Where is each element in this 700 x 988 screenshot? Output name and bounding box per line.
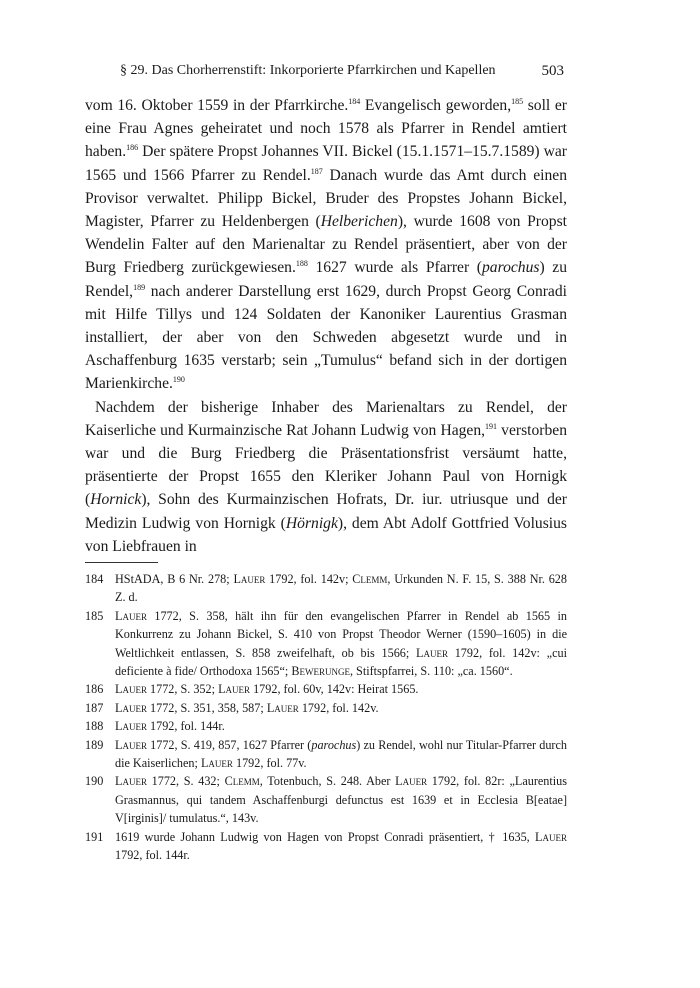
author-name: Lauer [200,756,233,771]
footnote [85,680,567,698]
footnote-text: Lauer 1772, S. 358, hält ihn für den evangelischen Pfarrer in Rendel ab 1565 in Konkurrenz zu Johann Bickel, S. 410 von Propst Theodor Werner (1590–1605) in die Weltlichkeit entlassen, S. 858 zweifelhaft, ob bis 1566; Lauer 1792, fol. 142v: „cui deficiente à fide/ Orthodoxa 1565“; Bewerunge, Stiftspfarrei, S. 110: „ca. 1560“. [115,608,567,679]
footnotes-list [85,570,567,865]
author-name: Bewerunge [291,664,350,679]
footnote-ref: 188 [295,259,308,269]
author-name: Clemm [224,774,260,789]
footnote-text: Lauer 1772, S. 419, 857, 1627 Pfarrer (parochus) zu Rendel, wohl nur Titular-Pfarrer durch die Kaiserlichen; Lauer 1792, fol. 77v. [115,737,567,771]
footnote-divider [85,562,158,563]
author-name: Lauer [266,700,299,715]
footnote-number: 189 [85,737,104,752]
footnote-number: 184 [85,572,104,586]
footnote-text: Lauer 1792, fol. 144r. [115,719,225,734]
author-name: Lauer [115,737,147,752]
italic-term: Hörnigk [285,514,338,532]
footnote [85,570,567,607]
italic-term: Helberichen [320,213,398,231]
footnote [85,717,567,735]
footnote-ref: 187 [310,166,323,176]
author-name: Lauer [218,682,251,697]
footnote [85,828,567,865]
paragraph: Nachdem der bisherige Inhaber des Marienaltars zu Rendel, der Kaiserliche und Kurmainzische Rat Johann Ludwig von Hagen,$^{191}$ verstorben war und die Burg Friedberg die Präsentationsfrist versäumt hatte, präsentierte der Propst 1655 den Kleriker Johann Paul von Hornigk (Hornick), Sohn des Kurmainzischen Hofrats, Dr. iur. utriusque und der Medizin Ludwig von Hornigk (Hörnigk), dem Abt Adolf Gottfried Volusius von Liebfrauen in [85,398,567,555]
footnote-number: 190 [85,774,104,789]
footnote-number: 186 [85,682,104,697]
footnote-number: 191 [85,829,104,844]
footnote-ref: 191 [485,421,498,431]
footnote [85,699,567,717]
author-name: Lauer [115,608,147,623]
footnote-text: Lauer 1772, S. 432; Clemm, Totenbuch, S. 248. Aber Lauer 1792, fol. 82r: „Laurentius Grasmannus, qui tandem Aschaffenburgi defunctus est 1639 et in Ecclesia B[eatae] V[irginis]/ tumulatus.“, 143v. [115,774,568,826]
footnote-text: HStADA, B 6 Nr. 278; Lauer 1792, fol. 142v; Clemm, Urkunden N. F. 15, S. 388 Nr. 628 Z. d. [115,572,567,605]
body-text [85,94,567,558]
footnote [85,736,567,773]
footnote-number: 188 [85,719,104,734]
footnote-ref: 186 [126,143,139,153]
footnote [85,772,567,827]
author-name: Lauer [416,645,448,660]
author-name: Lauer [535,829,567,844]
author-name: Lauer [115,774,147,789]
italic-term: parochus [481,259,540,277]
footnote [85,607,567,681]
page-number: 503 [541,63,564,79]
footnote-text: Lauer 1772, S. 351, 358, 587; Lauer 1792, fol. 142v. [115,700,379,715]
paragraph: vom 16. Oktober 1559 in der Pfarrkirche.$^{184}$ Evangelisch geworden,$^{185}$ soll er eine Frau Agnes geheiratet und noch 1578 als Pfarrer in Rendel amtiert haben.$^{186}$ Der spätere Propst Johannes VII. Bickel (15.1.1571–15.7.1589) war 1565 und 1566 Pfarrer zu Rendel.$^{187}$ Danach wurde das Amt durch einen Provisor verwaltet. Philipp Bickel, Bruder des Propstes Johann Bickel, Magister, Pfarrer zu Heldenbergen (Helberichen), wurde 1608 von Propst Wendelin Falter auf den Marienaltar zu Rendel präsentiert, aber von der Burg Friedberg zurückgewiesen.$^{188}$ 1627 wurde als Pfarrer (parochus) zu Rendel,$^{189}$ nach anderer Darstellung erst 1629, durch Propst Georg Conradi mit Hilfe Tillys und 124 Soldaten der Kanoniker Laurentius Grasman installiert, der aber von den Schweden abgesetzt wurde und in Aschaffenburg 1635 verstarb; sein „Tumulus“ befand sich in der dortigen Marienkirche.$^{190}$ [85,97,567,393]
footnote-ref: 189 [133,282,146,292]
author-name: Lauer [115,719,147,734]
footnote-text: 1619 wurde Johann Ludwig von Hagen von Propst Conradi präsentiert, † 1635, Lauer 1792, fol. 144r. [115,829,567,863]
running-head-title: § 29. Das Chorherrenstift: Inkorporierte Pfarrkirchen und Kapellen [120,63,496,78]
italic-term: parochus [311,737,357,752]
author-name: Clemm [352,572,388,586]
footnote-text: Lauer 1772, S. 352; Lauer 1792, fol. 60v, 142v: Heirat 1565. [115,682,419,697]
author-name: Lauer [115,682,147,697]
footnote-number: 185 [85,608,104,623]
footnote-ref: 184 [348,97,361,106]
author-name: Lauer [233,572,266,586]
footnote-number: 187 [85,700,104,715]
footnote-ref: 190 [172,375,185,385]
italic-term: Hornick [90,491,142,509]
author-name: Lauer [395,774,428,789]
author-name: Lauer [115,700,147,715]
footnote-ref: 185 [511,97,524,106]
